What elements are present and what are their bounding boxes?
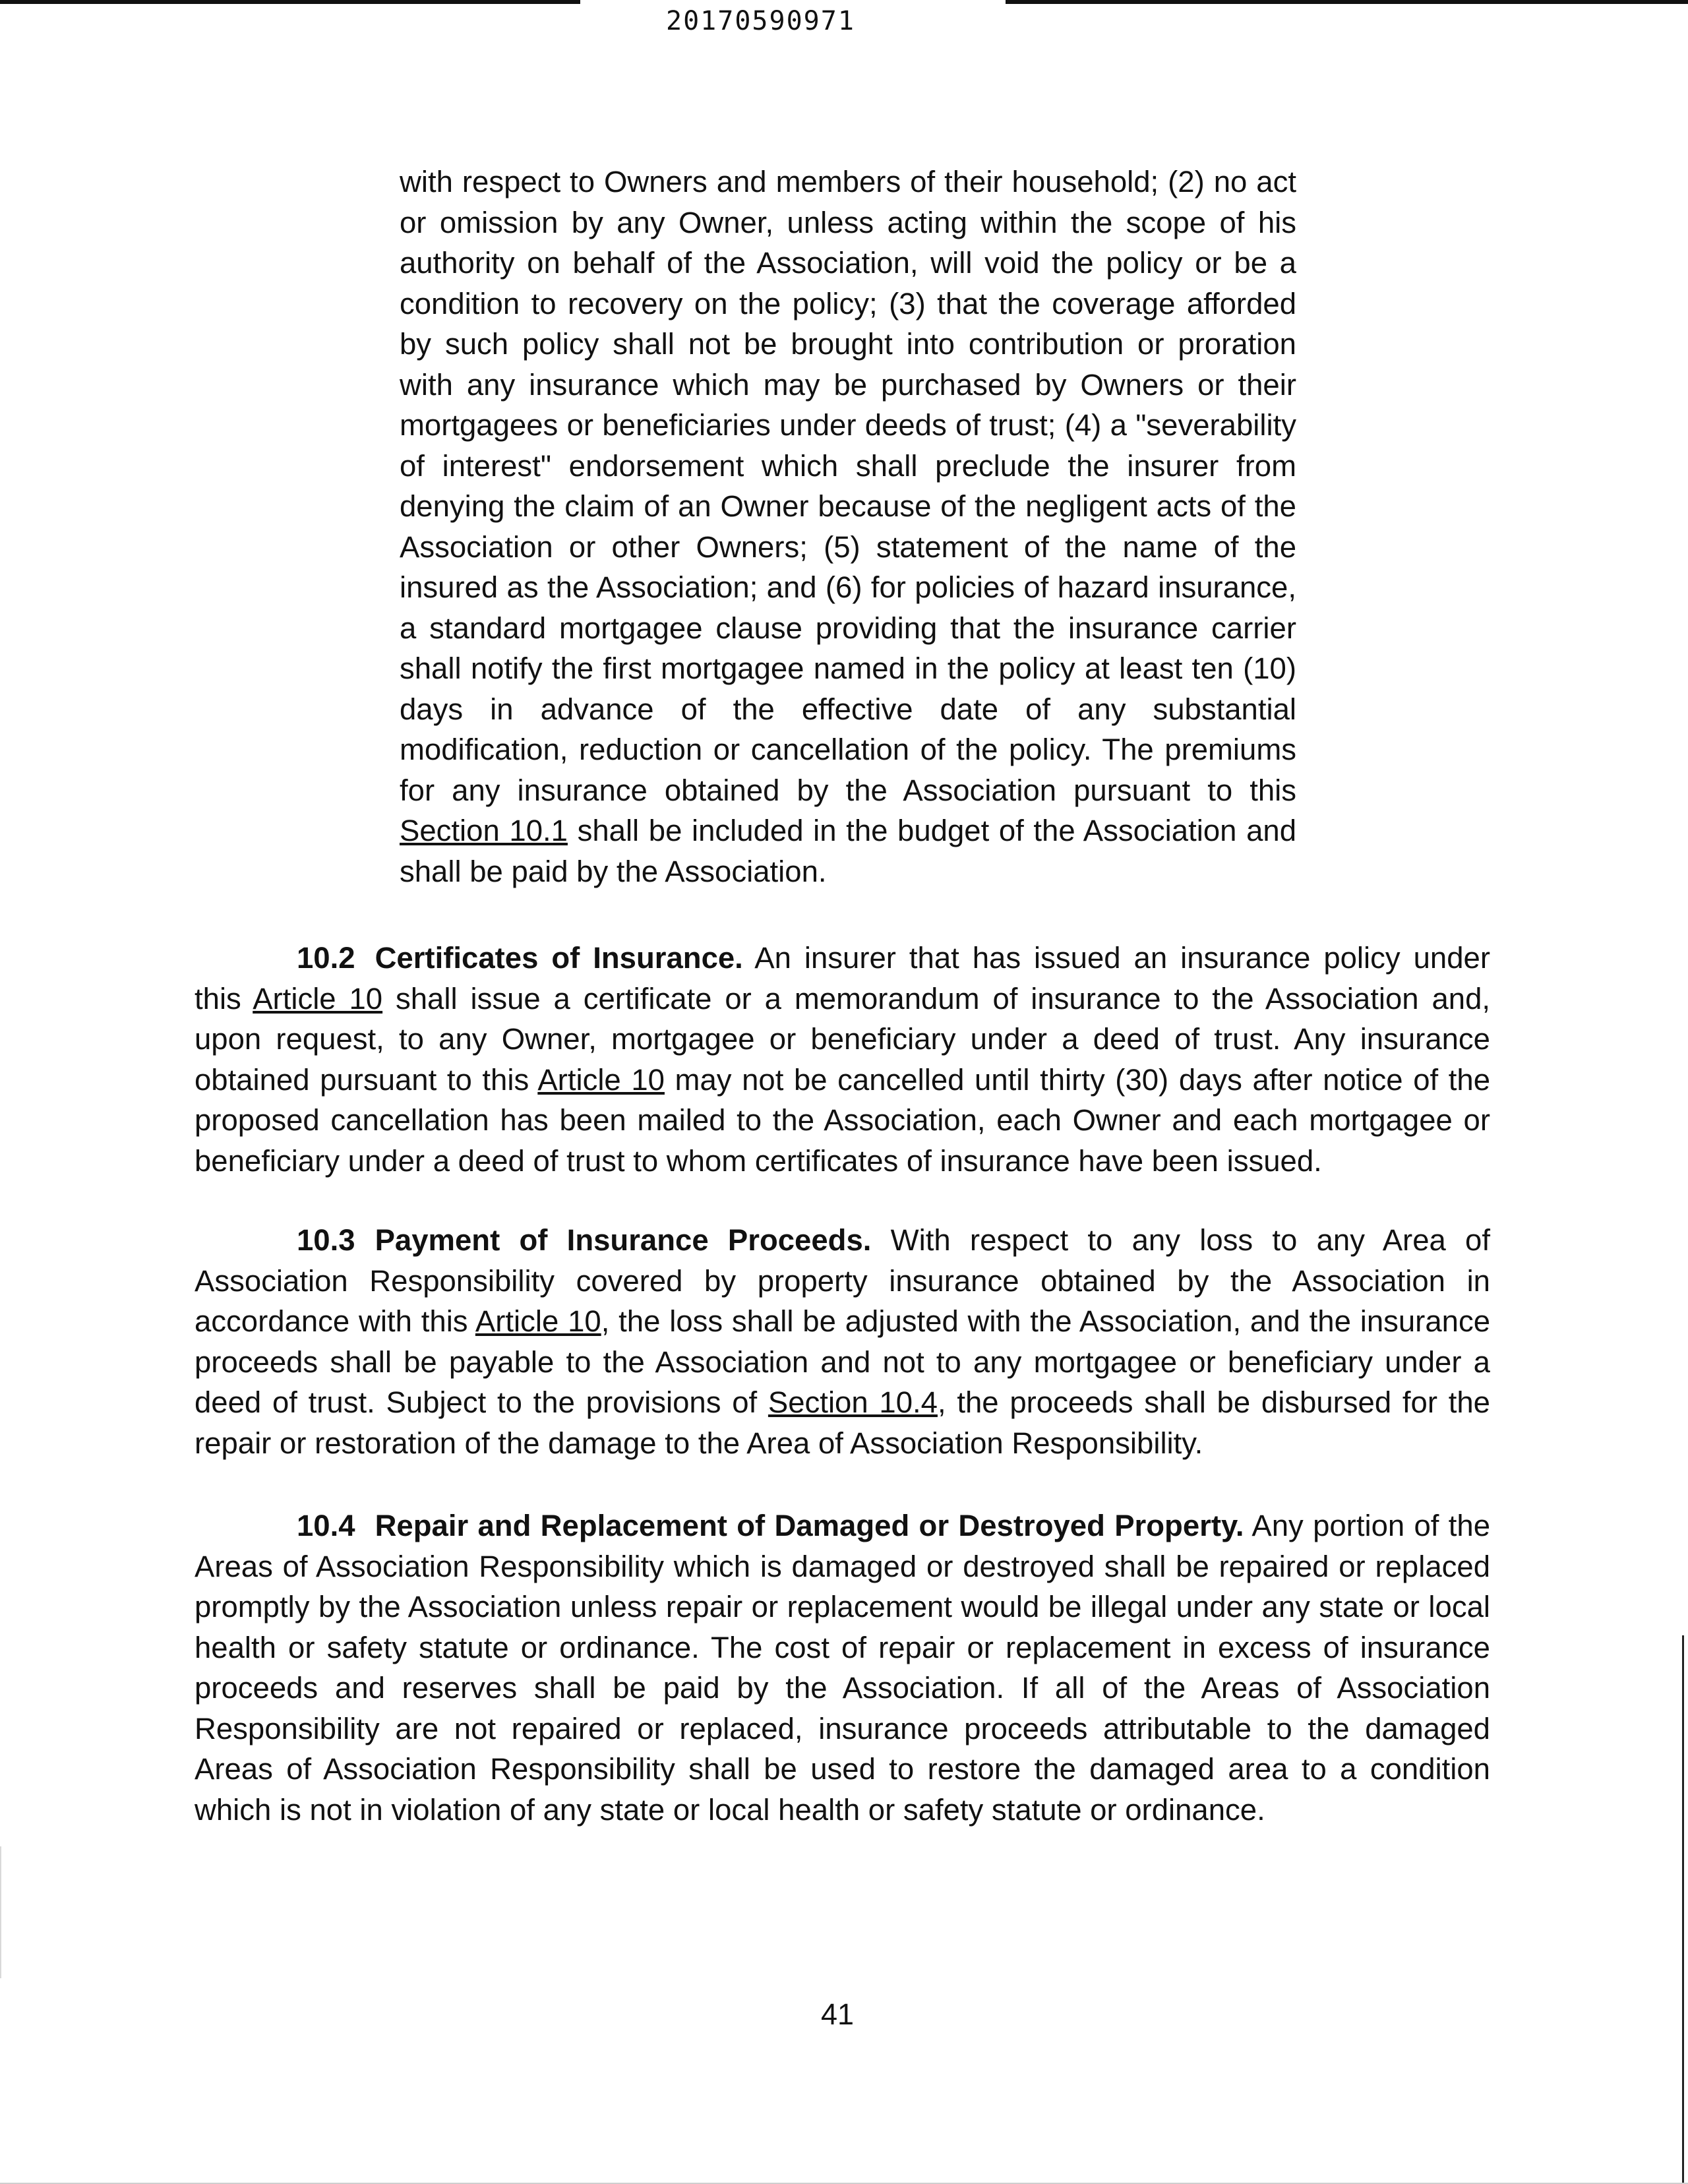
section-text: Any portion of the Areas of Association Responsibility which is damaged or destroyed shall be repaired or replaced promptly by the Association unless repair or replacement would be illegal under any state or local health or safety statute or ordinance. The cost of repair or replacement in excess of insurance proceeds and reserves shall be paid by the Association. If all of the Areas of Association Responsibility are not repaired or replaced, insurance proceeds attributable to the damaged Areas of Association Responsibility shall be used to restore the damaged area to a condition which is not in violation of any state or local health or safety statute or ordinance. xyxy=(195,1509,1491,1827)
section-heading: Certificates of Insurance. xyxy=(375,941,743,975)
top-border-rule-right xyxy=(1006,0,1688,4)
section-10-4 xyxy=(195,1505,1490,1830)
section-reference: Section 10.4 xyxy=(768,1385,938,1419)
document-number: 20170590971 xyxy=(666,6,855,36)
section-text: may not be cancelled until thirty (30) days after notice of the proposed cancellation has been mailed to the Association, each Owner and each mortgagee or beneficiary under a deed of trust to whom certificates of insurance have been issued. xyxy=(195,1062,1490,1178)
scan-edge-line xyxy=(1682,1635,1684,2183)
section-heading: Repair and Replacement of Damaged or Destroyed Property. xyxy=(375,1509,1244,1542)
section-text: , the loss shall be adjusted with the Association, and the insurance proceeds shall be payable to the Association and not to any mortgagee or beneficiary under a deed of trust. Subject to the provisions of xyxy=(195,1304,1490,1419)
paragraph-text: shall be included in the budget of the Association and shall be paid by the Association. xyxy=(400,814,1296,888)
section-text: An insurer that has issued an insurance policy under this xyxy=(195,941,1490,1016)
continued-paragraph xyxy=(400,162,1296,892)
section-text: , the proceeds shall be disbursed for the repair or restoration of the damage to the Area of Association Responsibility. xyxy=(195,1385,1490,1460)
section-text: shall issue a certificate or a memorandum of insurance to the Association and, upon request, to any Owner, mortgagee or beneficiary under a deed of trust. Any insurance obtained pursuant to this xyxy=(195,981,1491,1097)
article-reference: Article 10 xyxy=(253,981,383,1016)
scan-edge-mark xyxy=(0,1846,1,1978)
section-text: With respect to any loss to any Area of Association Responsibility covered by property insurance obtained by the Association in accordance with this xyxy=(195,1223,1491,1338)
section-reference-link: Section 10.1 xyxy=(400,814,568,847)
article-reference: Article 10 xyxy=(475,1304,601,1338)
section-10-2 xyxy=(195,938,1490,1181)
paragraph-text: with respect to Owners and members of their household; (2) no act or omission by any Owner, unless acting within the scope of his authority on behalf of the Association, will void the policy or be a condition to recovery on the policy; (3) that the coverage afforded by such policy shall not be brought into contribution or proration with any insurance which may be purchased by Owners or their mortgagees or beneficiaries under deeds of trust; (4) a "severability of interest" endorsement which shall preclude the insurer from denying the claim of an Owner because of the negligent acts of the Association or other Owners; (5) statement of the name of the insured as the Association; and (6) for policies of hazard insurance, a standard mortgagee clause providing that the insurance carrier shall notify the first mortgagee named in the policy at least ten (10) days in advance of the effective date of any substantial modification, reduction or cancellation of the policy. The premiums for any insurance obtained by the Association pursuant to this xyxy=(400,165,1296,807)
section-number: 10.2 xyxy=(297,941,355,975)
top-border-rule-left xyxy=(0,0,580,4)
section-number: 10.3 xyxy=(297,1223,355,1257)
section-10-3 xyxy=(195,1220,1490,1463)
section-number: 10.4 xyxy=(297,1509,355,1542)
section-heading: Payment of Insurance Proceeds. xyxy=(375,1223,872,1257)
article-reference: Article 10 xyxy=(537,1062,665,1097)
page-number: 41 xyxy=(820,1997,855,2031)
